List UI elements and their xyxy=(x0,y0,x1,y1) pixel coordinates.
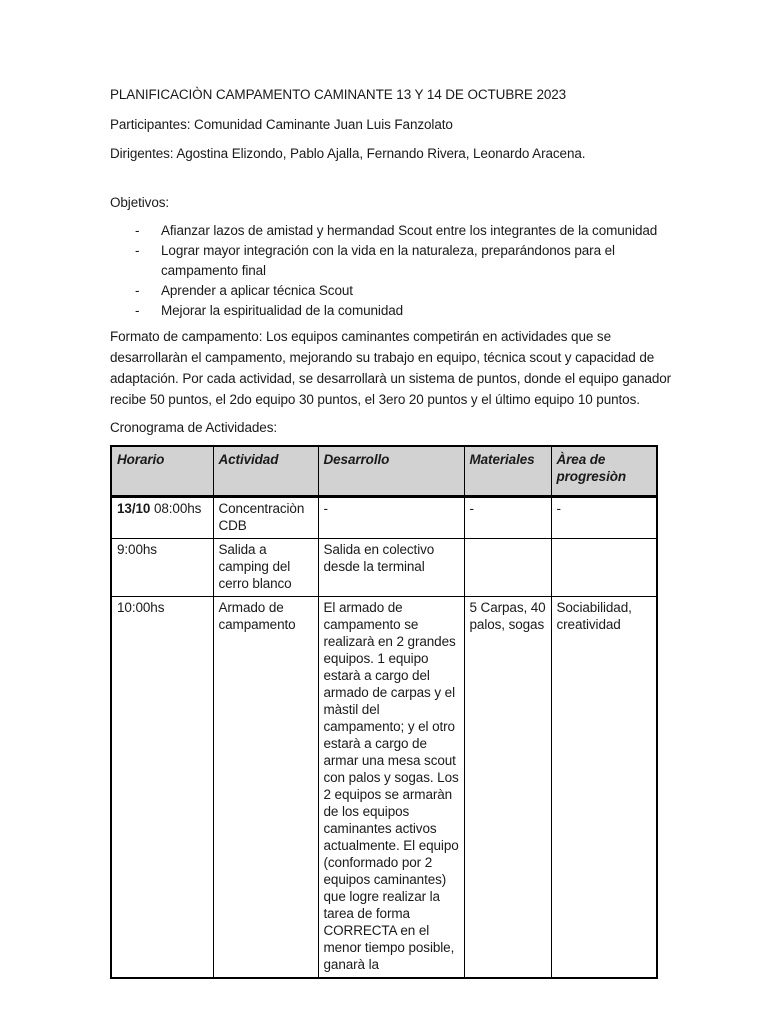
cell-area xyxy=(551,539,657,597)
col-header-desarrollo: Desarrollo xyxy=(318,446,464,497)
cell-actividad: Concentraciòn CDB xyxy=(213,497,318,539)
objective-item xyxy=(135,301,678,321)
cell-area: - xyxy=(551,497,657,539)
table-row xyxy=(111,597,657,979)
schedule-heading: Cronograma de Actividades: xyxy=(110,420,277,435)
cell-horario xyxy=(111,539,213,597)
cell-materiales xyxy=(464,539,551,597)
bullet-dash: - xyxy=(135,303,140,318)
objective-item xyxy=(135,221,678,241)
col-header-materiales: Materiales xyxy=(464,446,551,497)
cell-materiales: - xyxy=(464,497,551,539)
table-row xyxy=(111,497,657,539)
format-paragraph: Formato de campamento: Los equipos caminantes competirán en actividades que se desarrollaràn el campamento, mejorando su trabajo en equipo, técnica scout y capacidad de adaptación. Por cada actividad, se desarrollarà un sistema de puntos, donde el equipo ganador recibe 50 puntos, el 2do equipo 30 puntos, el 3ero 20 puntos y el último equipo 10 puntos. xyxy=(110,329,672,407)
horario-time: 08:00hs xyxy=(150,501,202,516)
horario-date: 13/10 xyxy=(117,501,151,516)
bullet-dash: - xyxy=(135,243,140,258)
cell-desarrollo: Salida en colectivo desde la terminal xyxy=(318,539,464,597)
schedule-table xyxy=(110,445,658,979)
bullet-dash: - xyxy=(135,223,140,238)
objective-text: Lograr mayor integración con la vida en la naturaleza, preparándonos para el campamento final xyxy=(161,243,615,278)
cell-desarrollo: - xyxy=(318,497,464,539)
horario-time: 9:00hs xyxy=(117,542,157,557)
document-title: PLANIFICACIÒN CAMPAMENTO CAMINANTE 13 Y 14 DE OCTUBRE 2023 xyxy=(110,87,567,102)
objective-item xyxy=(135,241,678,281)
leaders-line: Dirigentes: Agostina Elizondo, Pablo Ajalla, Fernando Rivera, Leonardo Aracena. xyxy=(110,146,586,161)
table-header-row xyxy=(111,446,657,497)
cell-actividad: Salida a camping del cerro blanco xyxy=(213,539,318,597)
cell-area: Sociabilidad, creatividad xyxy=(551,597,657,979)
table-row xyxy=(111,539,657,597)
objectives-heading: Objetivos: xyxy=(110,195,170,210)
cell-materiales: 5 Carpas, 40 palos, sogas xyxy=(464,597,551,979)
cell-actividad: Armado de campamento xyxy=(213,597,318,979)
objective-text: Aprender a aplicar técnica Scout xyxy=(161,283,353,298)
objective-item xyxy=(135,281,678,301)
col-header-horario: Horario xyxy=(111,446,213,497)
objective-text: Afianzar lazos de amistad y hermandad Scout entre los integrantes de la comunidad xyxy=(161,223,658,238)
participants-line: Participantes: Comunidad Caminante Juan Luis Fanzolato xyxy=(110,117,453,132)
col-header-area: Àrea de progresiòn xyxy=(551,446,657,497)
objective-text: Mejorar la espiritualidad de la comunidad xyxy=(161,303,404,318)
horario-time: 10:00hs xyxy=(117,600,165,615)
cell-horario xyxy=(111,497,213,539)
col-header-actividad: Actividad xyxy=(213,446,318,497)
objectives-list xyxy=(110,221,678,321)
cell-desarrollo: El armado de campamento se realizarà en 2 grandes equipos. 1 equipo estarà a cargo del armado de carpas y el màstil del campamento; y el otro estarà a cargo de armar una mesa scout con palos y sogas. Los 2 equipos se armaràn de los equipos caminantes activos actualmente. El equipo (conformado por 2 equipos caminantes) que logre realizar la tarea de forma CORRECTA en el menor tiempo posible, ganarà la xyxy=(318,597,464,979)
cell-horario xyxy=(111,597,213,979)
bullet-dash: - xyxy=(135,283,140,298)
